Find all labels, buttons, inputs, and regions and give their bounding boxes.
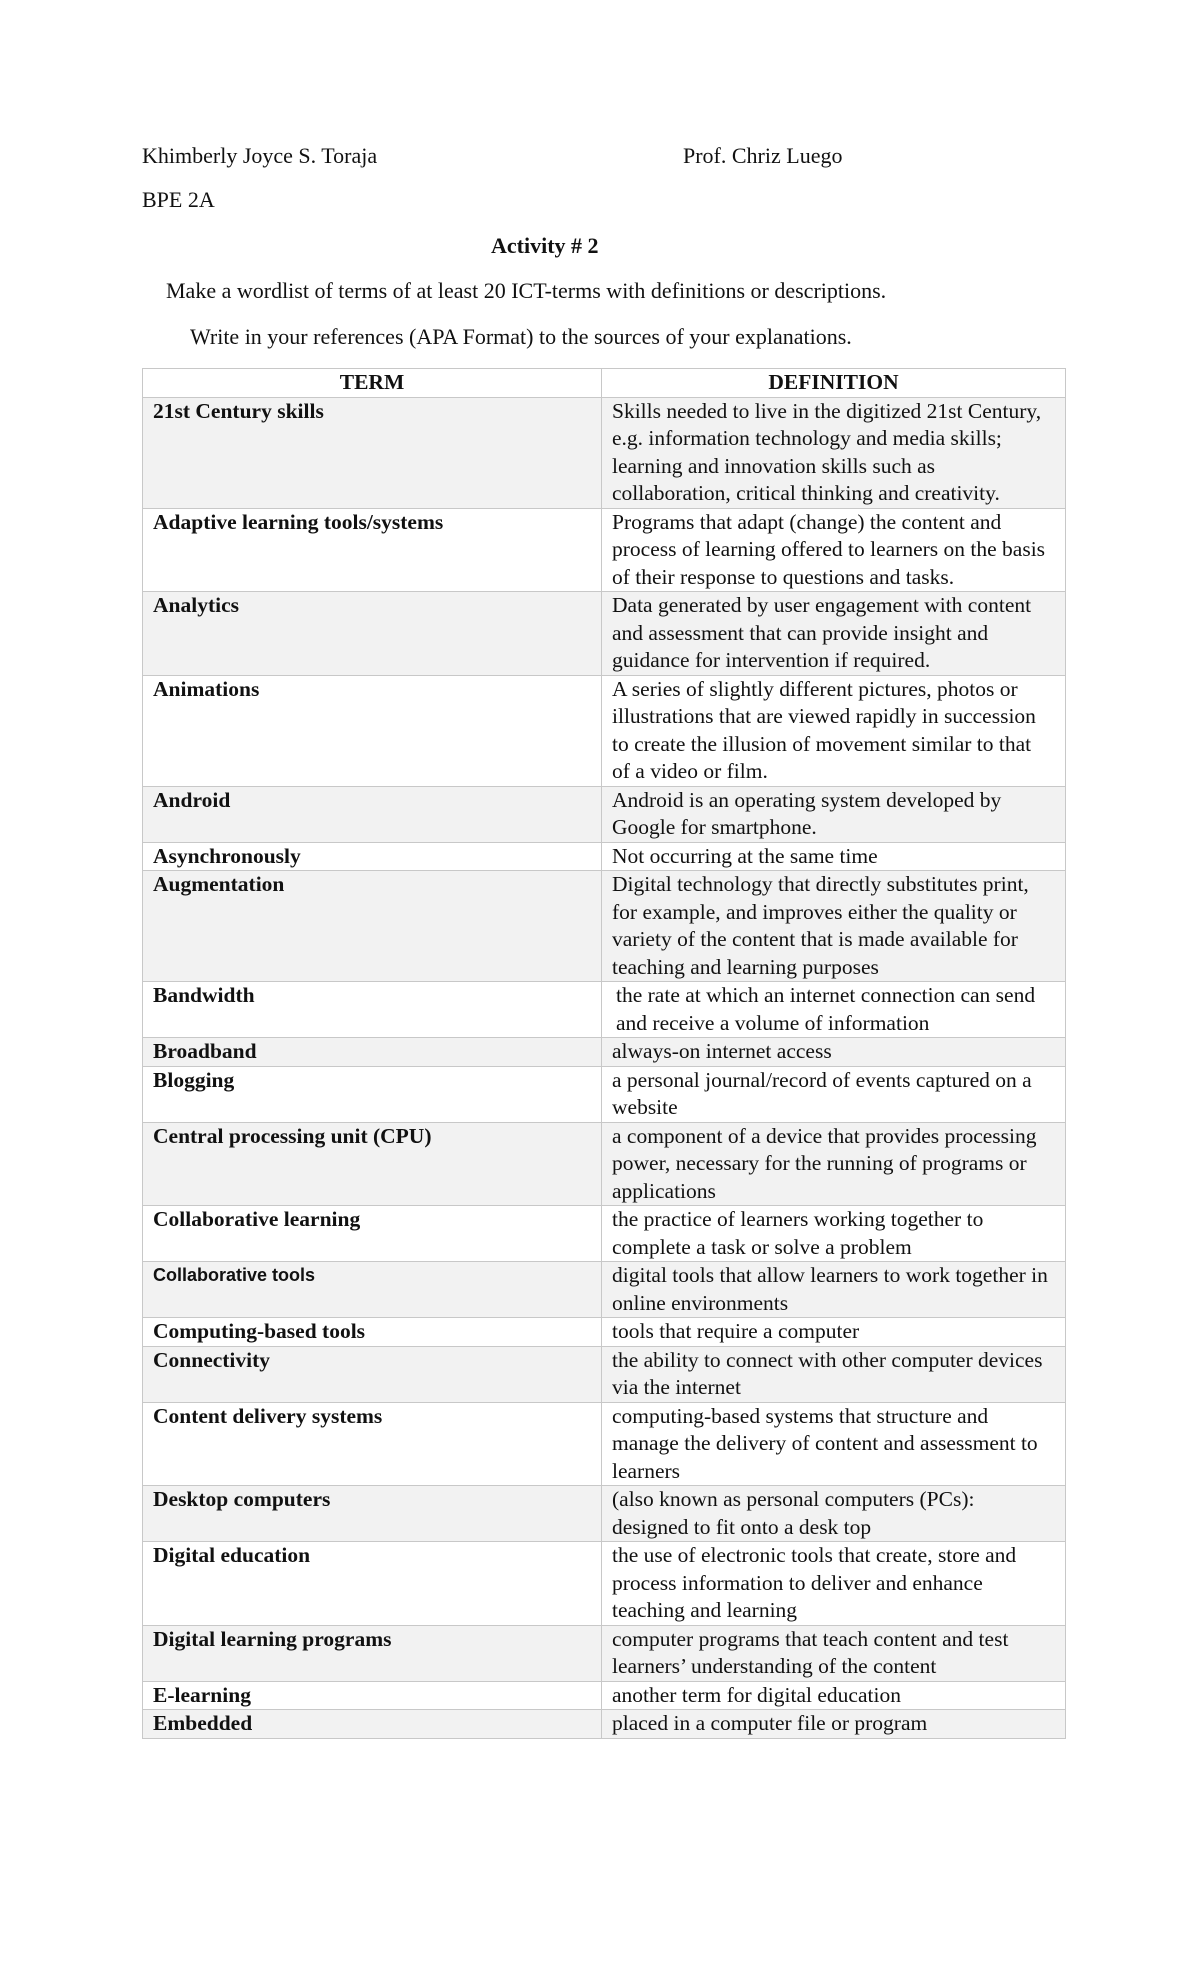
- term-cell: Android: [143, 786, 602, 842]
- definition-cell: Not occurring at the same time: [602, 842, 1066, 871]
- column-header-term: TERM: [143, 369, 602, 398]
- ict-terms-table: [142, 368, 1066, 1739]
- table-row: [143, 508, 1066, 592]
- definition-cell: always-on internet access: [602, 1038, 1066, 1067]
- definition-cell: the ability to connect with other computer devices via the internet: [602, 1346, 1066, 1402]
- table-row: [143, 675, 1066, 786]
- table-row: [143, 871, 1066, 982]
- definition-cell: Programs that adapt (change) the content and process of learning offered to learners on the basis of their response to questions and tasks.: [602, 508, 1066, 592]
- table-row: [143, 1318, 1066, 1347]
- term-cell: Asynchronously: [143, 842, 602, 871]
- professor-name: Prof. Chriz Luego: [683, 143, 843, 168]
- table-row: [143, 1346, 1066, 1402]
- table-row: [143, 1206, 1066, 1262]
- table-row: [143, 1710, 1066, 1739]
- term-cell: Embedded: [143, 1710, 602, 1739]
- table-row: [143, 1625, 1066, 1681]
- term-cell: Collaborative tools: [143, 1262, 602, 1318]
- table-row: [143, 1486, 1066, 1542]
- table-row: [143, 1402, 1066, 1486]
- definition-cell: the use of electronic tools that create, store and process information to deliver and enhance teaching and learning: [602, 1542, 1066, 1626]
- term-cell: Digital education: [143, 1542, 602, 1626]
- instruction-references: Write in your references (APA Format) to the sources of your explanations.: [190, 324, 852, 349]
- table-row: [143, 786, 1066, 842]
- term-cell: Computing-based tools: [143, 1318, 602, 1347]
- table-row: [143, 1122, 1066, 1206]
- table-row: [143, 1262, 1066, 1318]
- definition-cell: (also known as personal computers (PCs): designed to fit onto a desk top: [602, 1486, 1066, 1542]
- section: BPE 2A: [142, 187, 215, 212]
- definition-cell: Data generated by user engagement with content and assessment that can provide insight and guidance for intervention if required.: [602, 592, 1066, 676]
- table-row: [143, 1066, 1066, 1122]
- activity-title: Activity # 2: [491, 233, 599, 258]
- table-header-row: [143, 369, 1066, 398]
- definition-cell: a component of a device that provides processing power, necessary for the running of programs or applications: [602, 1122, 1066, 1206]
- term-cell: Connectivity: [143, 1346, 602, 1402]
- term-cell: Collaborative learning: [143, 1206, 602, 1262]
- definition-cell: the practice of learners working together to complete a task or solve a problem: [602, 1206, 1066, 1262]
- term-cell: Analytics: [143, 592, 602, 676]
- term-cell: Content delivery systems: [143, 1402, 602, 1486]
- term-cell: Central processing unit (CPU): [143, 1122, 602, 1206]
- definition-cell: Digital technology that directly substitutes print, for example, and improves either the quality or variety of the content that is made available for teaching and learning purposes: [602, 871, 1066, 982]
- term-cell: Animations: [143, 675, 602, 786]
- definition-cell: computer programs that teach content and test learners’ understanding of the content: [602, 1625, 1066, 1681]
- term-cell: Adaptive learning tools/systems: [143, 508, 602, 592]
- term-cell: Blogging: [143, 1066, 602, 1122]
- definition-cell: computing-based systems that structure and manage the delivery of content and assessment to learners: [602, 1402, 1066, 1486]
- term-cell: Broadband: [143, 1038, 602, 1067]
- term-cell: Digital learning programs: [143, 1625, 602, 1681]
- student-name: Khimberly Joyce S. Toraja: [142, 143, 378, 168]
- definition-cell: Skills needed to live in the digitized 21st Century, e.g. information technology and media skills; learning and innovation skills such as collaboration, critical thinking and creativity.: [602, 397, 1066, 508]
- table-row: [143, 842, 1066, 871]
- table-row: [143, 592, 1066, 676]
- definition-cell: another term for digital education: [602, 1681, 1066, 1710]
- definition-cell: placed in a computer file or program: [602, 1710, 1066, 1739]
- column-header-definition: DEFINITION: [602, 369, 1066, 398]
- table-row: [143, 982, 1066, 1038]
- term-cell: 21st Century skills: [143, 397, 602, 508]
- definition-cell: Android is an operating system developed by Google for smartphone.: [602, 786, 1066, 842]
- instruction-wordlist: Make a wordlist of terms of at least 20 ICT-terms with definitions or descriptions.: [166, 278, 887, 303]
- definition-cell: tools that require a computer: [602, 1318, 1066, 1347]
- definition-cell: A series of slightly different pictures, photos or illustrations that are viewed rapidly in succession to create the illusion of movement similar to that of a video or film.: [602, 675, 1066, 786]
- table-row: [143, 1681, 1066, 1710]
- definition-cell: digital tools that allow learners to work together in online environments: [602, 1262, 1066, 1318]
- term-cell: E-learning: [143, 1681, 602, 1710]
- definition-cell: the rate at which an internet connection can send and receive a volume of information: [602, 982, 1066, 1038]
- term-cell: Desktop computers: [143, 1486, 602, 1542]
- table-row: [143, 1542, 1066, 1626]
- table-row: [143, 397, 1066, 508]
- term-cell: Bandwidth: [143, 982, 602, 1038]
- term-cell: Augmentation: [143, 871, 602, 982]
- definition-cell: a personal journal/record of events captured on a website: [602, 1066, 1066, 1122]
- table-row: [143, 1038, 1066, 1067]
